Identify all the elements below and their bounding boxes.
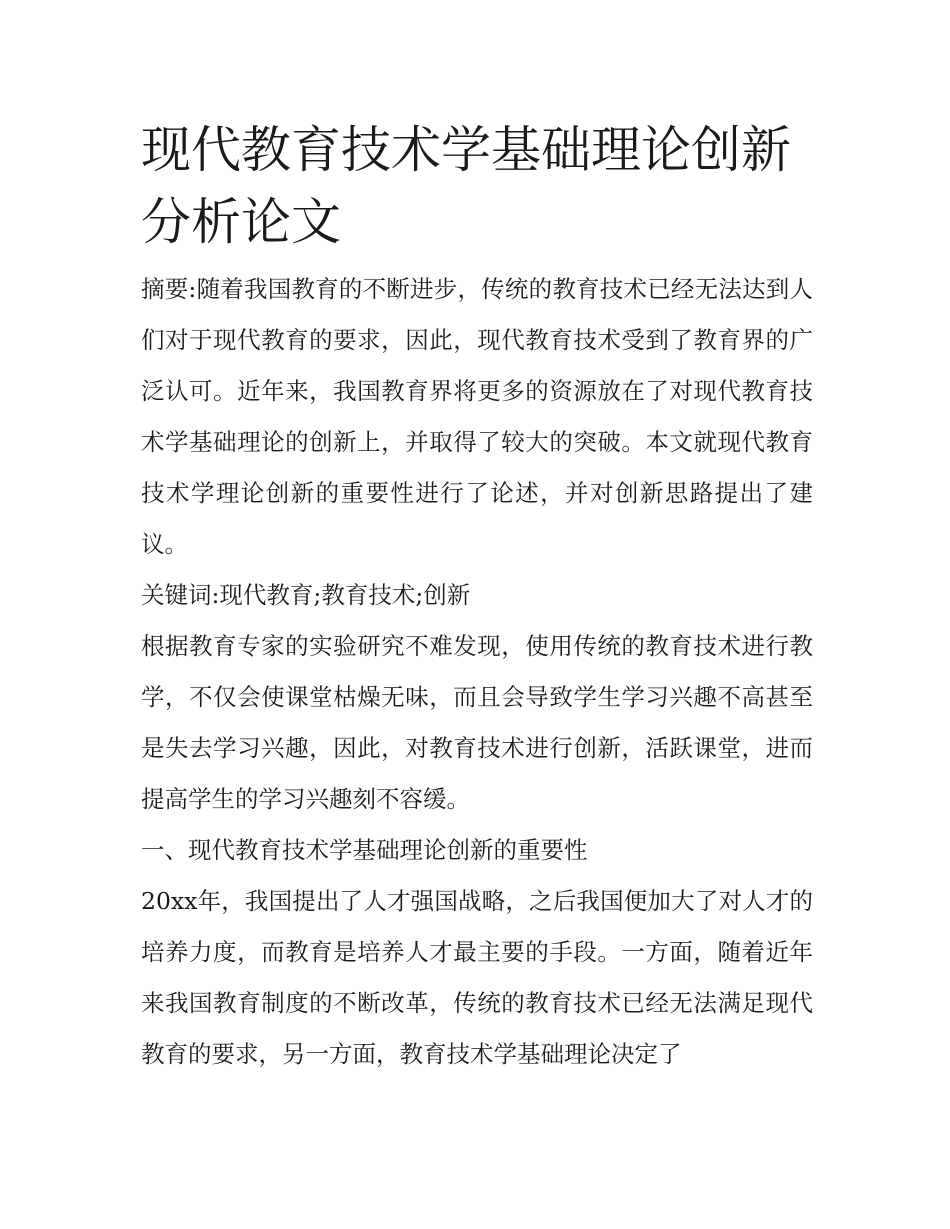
section-heading: 一、现代教育技术学基础理论创新的重要性 [141, 836, 588, 864]
keywords-line: 关键词:现代教育;教育技术;创新 [141, 581, 471, 609]
section-body-paragraph: 20xx年，我国提出了人才强国战略，之后我国便加大了对人才的培养力度，而教育是培养人才最主要的手段。一方面，随着近年来我国教育制度的不断改革，传统的教育技术已经无法满足现代教育的要求，另一方面，教育技术学基础理论决定了 [141, 887, 813, 1068]
intro-paragraph: 根据教育专家的实验研究不难发现，使用传统的教育技术进行教学，不仅会使课堂枯燥无味，而且会导致学生学习兴趣不高甚至是失去学习兴趣，因此，对教育技术进行创新，活跃课堂，进而提高学生的学习兴趣刻不容缓。 [141, 632, 813, 813]
document-title: 现代教育技术学基础理论创新分析论文 [141, 121, 791, 251]
document-content [141, 114, 813, 1080]
abstract-paragraph: 摘要:随着我国教育的不断进步，传统的教育技术已经无法达到人们对于现代教育的要求，因此，现代教育技术受到了教育界的广泛认可。近年来，我国教育界将更多的资源放在了对现代教育技术学基础理论的创新上，并取得了较大的突破。本文就现代教育技术学理论创新的重要性进行了论述，并对创新思路提出了建议。 [141, 275, 813, 558]
